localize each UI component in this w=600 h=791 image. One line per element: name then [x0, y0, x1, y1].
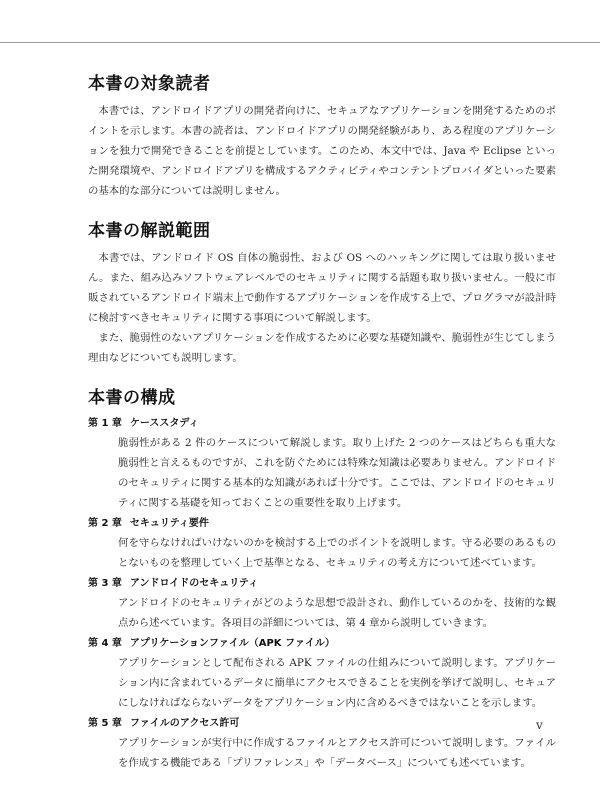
chapter-number: 第 4 章 [88, 638, 122, 649]
chapter-number: 第 3 章 [88, 578, 122, 589]
chapter-item [88, 575, 556, 633]
paragraph: 本書では、アンドロイドアプリの開発者向けに、セキュアなアプリケーションを開発するためのポイントを示します。本書の読者は、アンドロイドアプリの開発経験があり、ある程度のアプリケーションを独力で開発できることを前提としています。このため、本文中では、Java や Eclipse といった開発環境や、アンドロイドアプリを構成するアクティビティやコンテントプロバイダといった要素の基本的な部分については説明しません。 [88, 105, 556, 197]
chapter-title: セキュリティ要件 [129, 518, 209, 529]
section-title: 本書の対象読者 [88, 74, 211, 94]
chapter-number: 第 2 章 [88, 518, 122, 529]
chapter-description: アプリケーションが実行中に作成するファイルとアクセス許可について説明します。ファイルを作成する機能である「プリファレンス」や「データベース」についても述べています。 [118, 737, 556, 769]
section-title: 本書の構成 [88, 388, 176, 408]
paragraph: 本書では、アンドロイド OS 自体の脆弱性、および OS へのハッキングに関しては取り扱いません。また、組み込みソフトウェアレベルでのセキュリティに関する話題も取り扱いません。一般に市販されているアンドロイド端末上で動作するアプリケーションを作成する上で、プログラマが設計時に検討すべきセキュリティに関する事項について解説します。 [88, 252, 556, 324]
chapter-heading [88, 715, 556, 733]
chapter-heading [88, 635, 556, 653]
section-structure [88, 386, 556, 773]
chapter-description: アプリケーションとして配布される APK ファイルの仕組みについて説明します。アプリケーション内に含まれているデータに簡単にアクセスできることを実例を挙げて説明し、セキュアにしなければならないデータをアプリケーション内に含めるべきではないことを示します。 [118, 657, 556, 709]
chapter-heading [88, 575, 556, 593]
section-title: 本書の解説範囲 [88, 221, 211, 241]
chapter-heading [88, 415, 556, 433]
chapter-item [88, 715, 556, 773]
chapter-description: アンドロイドのセキュリティがどのような思想で設計され、動作しているのかを、技術的な観点から述べています。各項目の詳細については、第 4 章から説明していきます。 [118, 597, 556, 629]
chapter-item [88, 415, 556, 513]
chapter-title: ケーススタディ [129, 418, 199, 429]
chapter-item [88, 635, 556, 713]
page-content [88, 72, 556, 791]
chapter-description: 何を守らなければいけないのかを検討する上でのポイントを説明します。守る必要のあるものとないものを整理していく上で基準となる、セキュリティの考え方について述べています。 [118, 537, 556, 569]
paragraph: また、脆弱性のないアプリケーションを作成するために必要な基礎知識や、脆弱性が生じてしまう理由などについても説明します。 [88, 332, 556, 364]
section-scope [88, 219, 556, 368]
chapter-number: 第 5 章 [88, 718, 122, 729]
chapter-heading [88, 515, 556, 533]
header-rule [0, 42, 600, 43]
chapter-description: 脆弱性がある 2 件のケースについて解説します。取り上げた 2 つのケースはどちらも重大な脆弱性と言えるものですが、これを防ぐためには特殊な知識は必要ありません。アンドロイドのセキュリティに関する基本的な知識があれば十分です。ここでは、アンドロイドのセキュリティに関する基礎を知っておくことの重要性を取り上げます。 [118, 437, 556, 509]
chapter-title: アンドロイドのセキュリティ [129, 578, 259, 589]
chapter-title: ファイルのアクセス許可 [129, 718, 240, 729]
chapter-number: 第 1 章 [88, 418, 122, 429]
chapter-item [88, 515, 556, 573]
page-number: v [536, 718, 543, 732]
chapter-title: アプリケーションファイル（APK ファイル） [129, 638, 335, 649]
section-audience [88, 72, 556, 201]
